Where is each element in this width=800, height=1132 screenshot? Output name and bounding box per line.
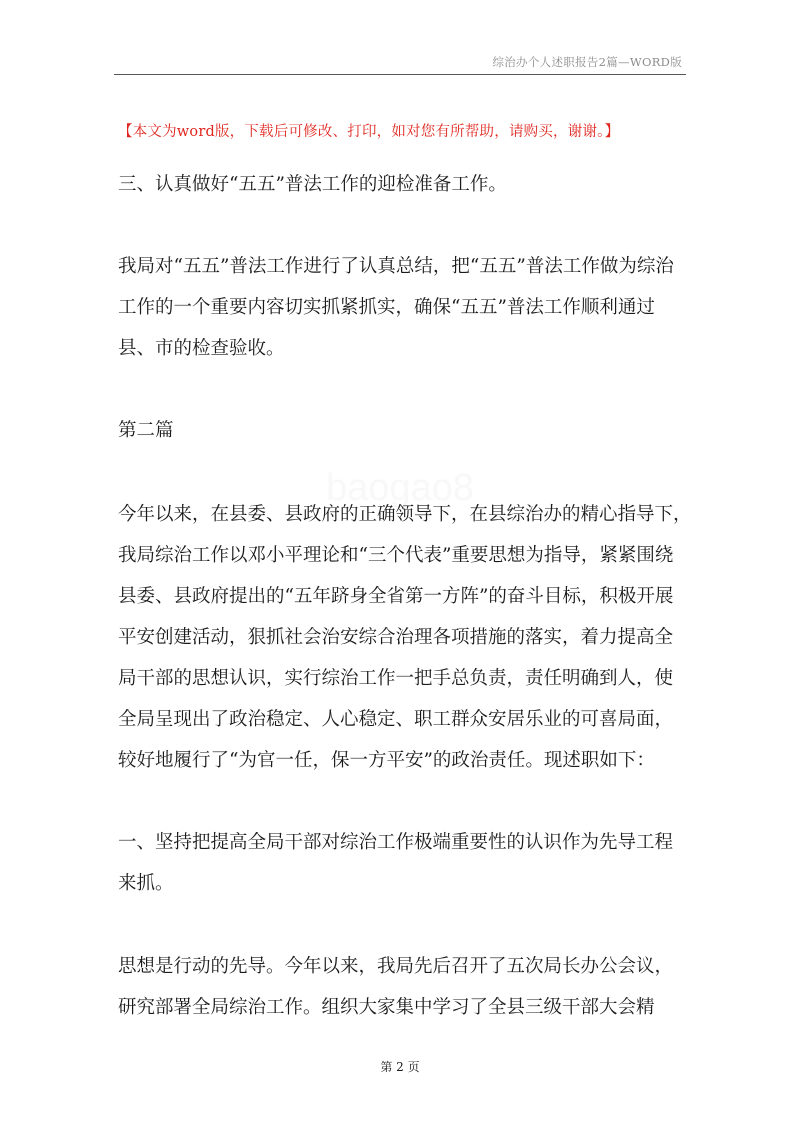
text-line: 我局综治工作以邓小平理论和“三个代表”重要思想为指导，紧紧围绕 — [118, 545, 674, 566]
paragraph-section-one-heading — [118, 822, 688, 904]
paragraph-introduction — [118, 494, 692, 781]
svg-text:baogao8: baogao8 — [326, 467, 474, 509]
text-line: 局干部的思想认识，实行综治工作一把手总负责，责任明确到人，使 — [118, 668, 674, 689]
paragraph-thought-guidance — [118, 946, 688, 1028]
paragraph-second-part-title — [118, 410, 688, 451]
text-line: 今年以来，在县委、县政府的正确领导下，在县综治办的精心指导下， — [118, 504, 692, 525]
page-number: 第 2 页 — [380, 1060, 420, 1074]
text-line: 三、认真做好“五五”普法工作的迎检准备工作。 — [118, 174, 507, 195]
paragraph-pufa-summary — [118, 246, 688, 369]
purchase-notice: 【本文为word版，下载后可修改、打印，如对您有所帮助，请购买，谢谢。】 — [118, 124, 620, 140]
text-line: 平安创建活动，狠抓社会治安综合治理各项措施的落实，着力提高全 — [118, 627, 674, 648]
text-line: 全局呈现出了政治稳定、人心稳定、职工群众安居乐业的可喜局面， — [118, 709, 674, 730]
text-line: 我局对“五五”普法工作进行了认真总结，把“五五”普法工作做为综治 — [118, 256, 674, 277]
text-line: 来抓。 — [118, 873, 174, 894]
document-header-title: 综治办个人述职报告2篇—WORD版 — [492, 55, 682, 69]
text-line: 思想是行动的先导。今年以来，我局先后召开了五次局长办公会议， — [118, 956, 674, 977]
text-line: 第二篇 — [118, 420, 174, 441]
text-line: 研究部署全局综治工作。组织大家集中学习了全县三级干部大会精 — [118, 997, 655, 1018]
text-line: 工作的一个重要内容切实抓紧抓实，确保“五五”普法工作顺利通过 — [118, 297, 655, 318]
text-line: 县委、县政府提出的“五年跻身全省第一方阵”的奋斗目标，积极开展 — [118, 586, 674, 607]
text-line: 县、市的检查验收。 — [118, 338, 285, 359]
text-line: 一、坚持把提高全局干部对综治工作极端重要性的认识作为先导工程 — [118, 832, 674, 853]
header-divider — [114, 74, 686, 75]
paragraph-section-three-heading — [118, 164, 688, 205]
text-line: 较好地履行了“为官一任，保一方平安”的政治责任。现述职如下： — [118, 750, 655, 771]
